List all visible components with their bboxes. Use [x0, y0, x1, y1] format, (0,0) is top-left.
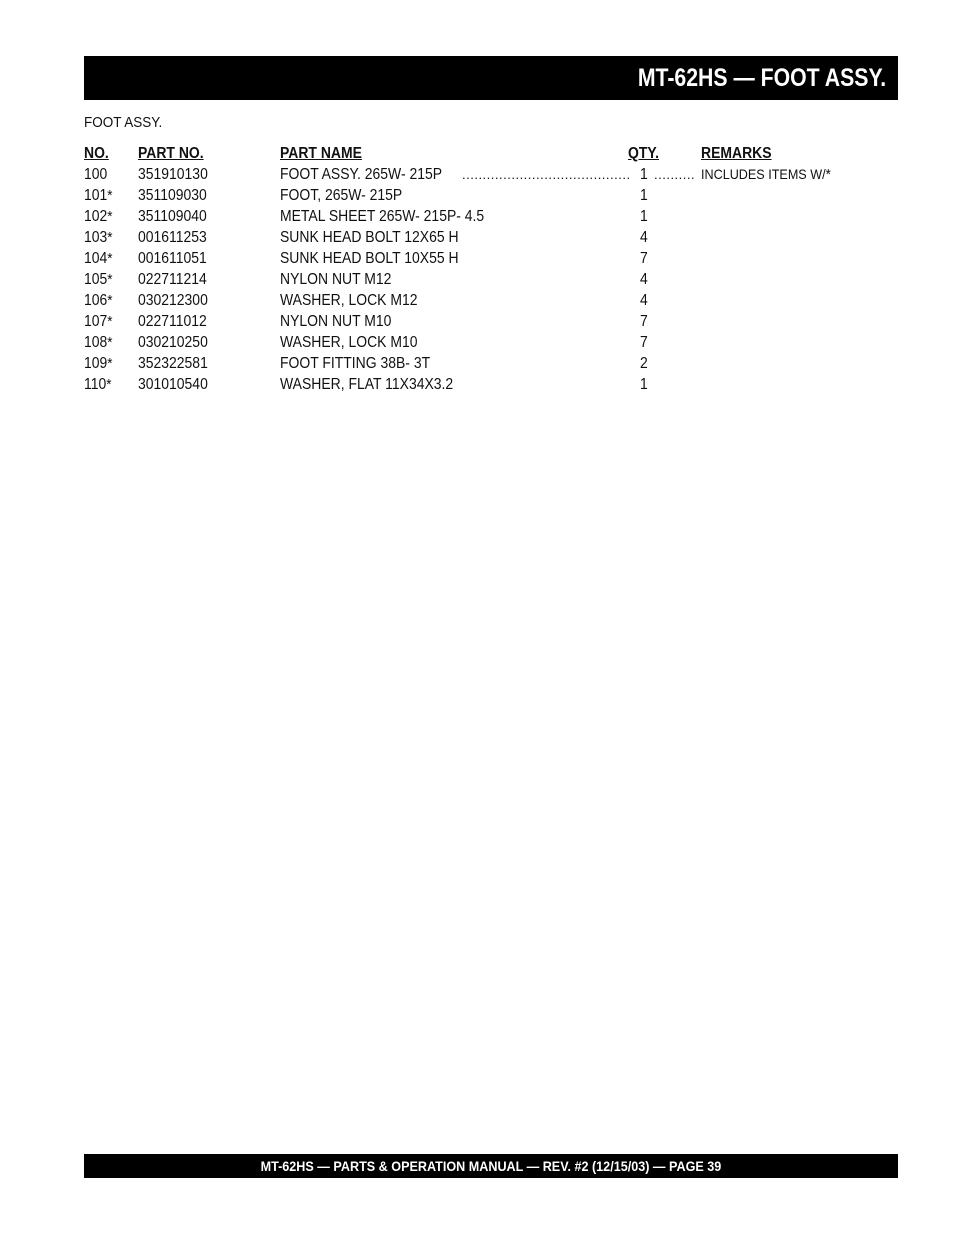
star-marker: *: [825, 166, 831, 183]
part-name: SUNK HEAD BOLT 12X65 H: [280, 229, 459, 246]
part-number: 030212300: [138, 292, 208, 309]
star-marker: *: [107, 271, 113, 288]
remarks: [701, 164, 831, 185]
part-name: SUNK HEAD BOLT 10X55 H: [280, 250, 459, 267]
remarks-text: INCLUDES ITEMS W/: [701, 166, 826, 182]
part-name: NYLON NUT M10: [280, 313, 392, 330]
quantity: 1: [640, 187, 648, 204]
item-number: [84, 248, 113, 269]
page-title: MT-62HS — FOOT ASSY.: [637, 63, 886, 92]
item-number-text: 110: [84, 376, 107, 393]
item-number-text: 105: [84, 271, 108, 288]
table-row: [84, 185, 898, 206]
table-row: [84, 332, 898, 353]
table-row: [84, 269, 898, 290]
item-number: [84, 164, 107, 185]
part-number: 022711012: [138, 313, 207, 330]
item-number: [84, 185, 113, 206]
item-number: [84, 353, 113, 374]
part-name: FOOT, 265W- 215P: [280, 187, 403, 204]
part-name: WASHER, FLAT 11X34X3.2: [280, 376, 454, 393]
item-number-text: 101: [84, 187, 108, 204]
star-marker: *: [107, 313, 113, 330]
star-marker: *: [107, 355, 113, 372]
page-footer-bar: [84, 1154, 898, 1178]
table-body: [84, 164, 898, 395]
star-marker: *: [107, 208, 113, 225]
quantity: 4: [640, 271, 648, 288]
quantity: 7: [640, 334, 648, 351]
quantity: 1: [640, 376, 648, 393]
item-number: [84, 311, 113, 332]
item-number: [84, 332, 113, 353]
column-header-remarks: REMARKS: [701, 145, 772, 162]
star-marker: *: [106, 376, 112, 393]
page-header-bar: [84, 56, 898, 100]
star-marker: *: [107, 229, 113, 246]
table-row: [84, 227, 898, 248]
leader-dots: ..........: [654, 167, 696, 182]
table-row: [84, 374, 898, 395]
table-row: [84, 311, 898, 332]
part-number: 030210250: [138, 334, 208, 351]
item-number-text: 100: [84, 166, 108, 183]
table-row: [84, 248, 898, 269]
quantity: 7: [640, 313, 648, 330]
part-number: 001611253: [138, 229, 207, 246]
item-number-text: 103: [84, 229, 108, 246]
item-number: [84, 269, 113, 290]
table-header-row: [84, 143, 898, 164]
star-marker: *: [107, 250, 113, 267]
item-number-text: 109: [84, 355, 108, 372]
quantity: 2: [640, 355, 648, 372]
item-number: [84, 206, 113, 227]
part-number: 352322581: [138, 355, 208, 372]
part-name: METAL SHEET 265W- 215P- 4.5: [280, 208, 485, 225]
quantity: 7: [640, 250, 648, 267]
item-number-text: 108: [84, 334, 108, 351]
item-number-text: 102: [84, 208, 108, 225]
part-number: 301010540: [138, 376, 208, 393]
table-row: [84, 290, 898, 311]
section-label: FOOT ASSY.: [84, 114, 163, 131]
star-marker: *: [107, 292, 113, 309]
quantity: 4: [640, 229, 648, 246]
part-number: 001611051: [138, 250, 207, 267]
item-number-text: 106: [84, 292, 108, 309]
column-header-no: NO.: [84, 145, 109, 162]
column-header-qty: QTY.: [628, 145, 660, 162]
part-number: 351109040: [138, 208, 207, 225]
part-name: FOOT ASSY. 265W- 215P: [280, 166, 443, 183]
part-number: 351109030: [138, 187, 207, 204]
quantity: 1: [640, 208, 648, 225]
item-number: [84, 290, 113, 311]
quantity: 1: [640, 166, 648, 183]
table-row: [84, 206, 898, 227]
column-header-part-no: PART NO.: [138, 145, 204, 162]
part-name: WASHER, LOCK M10: [280, 334, 418, 351]
item-number-text: 107: [84, 313, 108, 330]
table-row: [84, 353, 898, 374]
star-marker: *: [107, 187, 113, 204]
column-header-part-name: PART NAME: [280, 145, 362, 162]
quantity: 4: [640, 292, 648, 309]
parts-table: [84, 143, 898, 395]
part-name: FOOT FITTING 38B- 3T: [280, 355, 431, 372]
part-name: WASHER, LOCK M12: [280, 292, 418, 309]
leader-dots: .........................................: [462, 167, 631, 182]
part-name: NYLON NUT M12: [280, 271, 392, 288]
item-number-text: 104: [84, 250, 108, 267]
part-number: 351910130: [138, 166, 208, 183]
item-number: [84, 374, 112, 395]
star-marker: *: [107, 334, 113, 351]
table-row: [84, 164, 898, 185]
item-number: [84, 227, 113, 248]
part-number: 022711214: [138, 271, 207, 288]
footer-text: MT-62HS — PARTS & OPERATION MANUAL — REV. #2 (12/15/03) — PAGE 39: [260, 1158, 722, 1174]
